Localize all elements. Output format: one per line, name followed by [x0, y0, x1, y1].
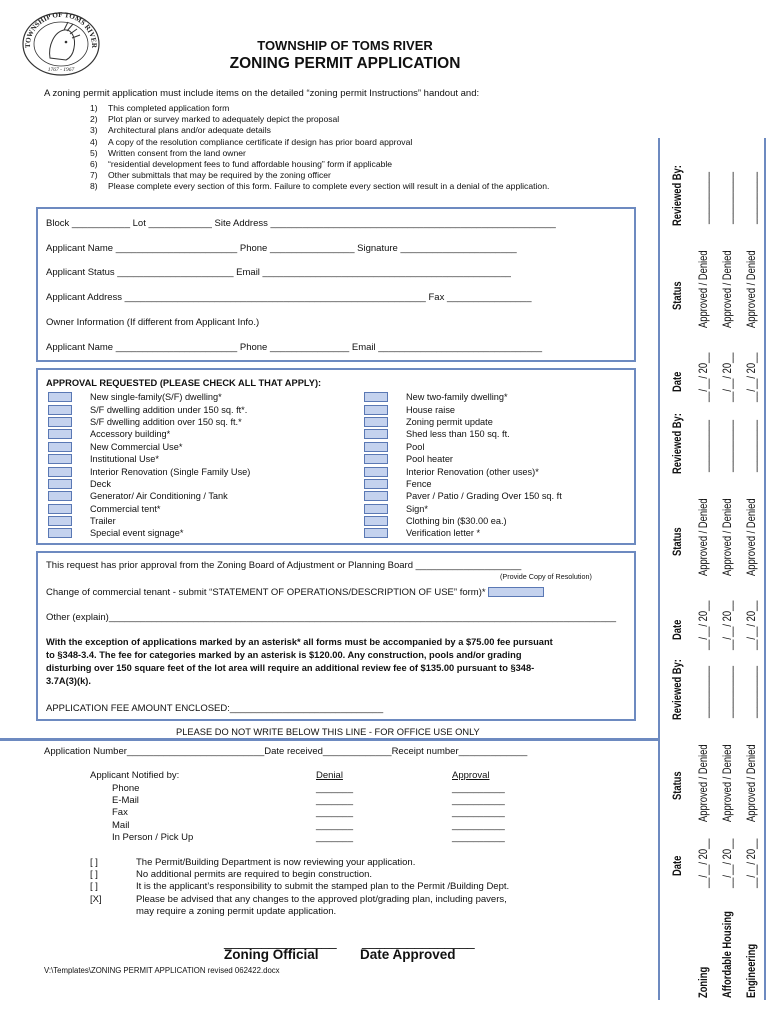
tenant-checkbox[interactable]: [488, 587, 544, 597]
status-header: Status: [670, 281, 684, 310]
approval-option[interactable]: Interior Renovation (other uses)*: [364, 465, 562, 477]
approval-header: Approval: [452, 770, 490, 781]
checkbox[interactable]: [48, 405, 72, 415]
office-use-notice: PLEASE DO NOT WRITE BELOW THIS LINE - FOR OFFICE USE ONLY: [176, 727, 480, 737]
status-check-item[interactable]: [ ] No additional permits are required to begin construction.: [90, 869, 373, 881]
status-field[interactable]: Approved / Denied: [720, 498, 734, 576]
approval-option[interactable]: New two-family dwelling*: [364, 391, 562, 403]
block-lot-address-field[interactable]: Block ___________ Lot ____________ Site Address ______________________________________________________: [46, 218, 556, 229]
fee-enclosed-field[interactable]: APPLICATION FEE AMOUNT ENCLOSED:_____________________________: [46, 703, 384, 714]
reviewed-by-field[interactable]: __________: [696, 665, 710, 718]
checkbox[interactable]: [48, 429, 72, 439]
checkbox[interactable]: [48, 479, 72, 489]
fee-text-line: to §348-3.4. The fee for categories marked by an asterisk is $120.00. Any construction, pools and/or grading: [46, 650, 522, 660]
date-field[interactable]: __/__/ 20__: [720, 600, 734, 650]
checkbox[interactable]: [48, 392, 72, 402]
prior-approval-field[interactable]: This request has prior approval from the Zoning Board of Adjustment or Planning Board ____________________: [46, 560, 522, 571]
approval-blank[interactable]: __________: [452, 831, 505, 843]
date-field[interactable]: __/__/ 20__: [720, 838, 734, 888]
township-title: TOWNSHIP OF TOMS RIVER: [257, 38, 433, 53]
reviewed-by-field[interactable]: __________: [744, 171, 758, 224]
denial-blank[interactable]: _______: [316, 783, 353, 794]
reviewed-by-field[interactable]: __________: [720, 665, 734, 718]
approval-blank[interactable]: __________: [452, 807, 505, 819]
checkbox[interactable]: [364, 467, 388, 477]
footer-file-path: V:\Templates\ZONING PERMIT APPLICATION revised 062422.docx: [44, 966, 280, 975]
checkbox[interactable]: [48, 417, 72, 427]
denial-blank[interactable]: _______: [316, 819, 353, 831]
approval-option[interactable]: Paver / Patio / Grading Over 150 sq. ft: [364, 490, 562, 502]
checkbox[interactable]: [364, 392, 388, 402]
zoning-official-signature-line[interactable]: _______________: [224, 934, 337, 949]
date-field[interactable]: __/__/ 20__: [744, 838, 758, 888]
date-approved-label: Date Approved: [360, 947, 456, 962]
date-approved-signature-line[interactable]: _______________: [362, 934, 475, 949]
approval-left-column: [48, 391, 250, 540]
reviewed-by-field[interactable]: __________: [720, 419, 734, 472]
approval-option[interactable]: S/F dwelling addition under 150 sq. ft*.: [48, 403, 250, 415]
dept-zoning: Zoning: [696, 966, 710, 998]
date-header: Date: [670, 371, 684, 392]
applicant-status-email-field[interactable]: Applicant Status ______________________ Email _______________________________________________: [46, 267, 511, 278]
copy-resolution-note: (Provide Copy of Resolution): [500, 572, 592, 581]
approval-option[interactable]: House raise: [364, 403, 562, 415]
approval-option[interactable]: New Commercial Use*: [48, 441, 250, 453]
denial-blank[interactable]: _______: [316, 795, 353, 807]
date-header: Date: [670, 619, 684, 640]
approval-blank[interactable]: __________: [452, 819, 505, 831]
method-fax: Fax: [112, 807, 128, 819]
requirement-item: 8) Please complete every section of this form. Failure to complete every section will result in a denial of the application.: [90, 181, 550, 192]
owner-name-phone-email-field[interactable]: Applicant Name _______________________ Phone _______________ Email _______________________________: [46, 342, 543, 353]
office-divider: [0, 738, 658, 741]
approval-option[interactable]: Institutional Use*: [48, 453, 250, 465]
approval-option[interactable]: Commercial tent*: [48, 503, 250, 515]
reviewed-by-field[interactable]: __________: [696, 419, 710, 472]
reviewed-by-field[interactable]: __________: [744, 665, 758, 718]
form-title: ZONING PERMIT APPLICATION: [229, 55, 461, 72]
dept-affordable-housing: Affordable Housing: [720, 911, 734, 998]
requirement-item: 6) “residential development fees to fund affordable housing” form if applicable: [90, 159, 393, 170]
date-header: Date: [670, 855, 684, 876]
date-field[interactable]: __/__/ 20__: [696, 838, 710, 888]
reviewed-by-field[interactable]: __________: [720, 171, 734, 224]
seal-text-top: TOWNSHIP OF TOMS RIVER: [23, 10, 99, 49]
zoning-official-label: Zoning Official: [224, 947, 319, 962]
requirement-item: 1) This completed application form: [90, 103, 230, 113]
checkbox[interactable]: [364, 454, 388, 464]
date-field[interactable]: __/__/ 20__: [720, 352, 734, 402]
checkbox[interactable]: [48, 467, 72, 477]
requirement-item: 3) Architectural plans and/or adequate details: [90, 125, 271, 136]
checkbox[interactable]: [364, 528, 388, 538]
seal-text-bottom: 1767 - 1967: [47, 67, 75, 73]
approval-option[interactable]: Clothing bin ($30.00 ea.): [364, 515, 562, 527]
denial-blank[interactable]: _______: [316, 831, 353, 843]
method-in-person: In Person / Pick Up: [112, 831, 194, 843]
checkbox[interactable]: [48, 442, 72, 452]
status-field[interactable]: Approved / Denied: [696, 498, 710, 576]
requirement-item: 7) Other submittals that may be required by the zoning officer: [90, 170, 331, 181]
requirement-item: 4) A copy of the resolution compliance certificate if design has prior board approval: [90, 136, 413, 147]
approval-option[interactable]: Pool heater: [364, 453, 562, 465]
reviewed-by-field[interactable]: __________: [696, 171, 710, 224]
checkbox[interactable]: [364, 429, 388, 439]
checkbox[interactable]: [364, 417, 388, 427]
approval-option[interactable]: Verification letter *: [364, 527, 562, 539]
requirements-list: [90, 103, 549, 193]
review-panel: [658, 138, 766, 1000]
status-field[interactable]: Approved / Denied: [744, 250, 758, 328]
status-check-item[interactable]: [X] Please be advised that any changes to the approved plot/grading plan, including pavers,: [90, 893, 507, 905]
date-field[interactable]: __/__/ 20__: [744, 352, 758, 402]
approval-option[interactable]: Shed less than 150 sq. ft.: [364, 428, 562, 440]
requirement-item: 5) Written consent from the land owner: [90, 147, 246, 158]
fee-text-line: disturbing over 150 square feet of the lot area will require an additional review fee of $135.00 pursuant to §348-: [46, 663, 535, 673]
checkbox[interactable]: [48, 528, 72, 538]
status-field[interactable]: Approved / Denied: [744, 744, 758, 822]
approval-heading: APPROVAL REQUESTED (PLEASE CHECK ALL THAT APPLY):: [46, 378, 322, 388]
checkbox[interactable]: [364, 504, 388, 514]
approval-option[interactable]: Interior Renovation (Single Family Use): [48, 465, 250, 477]
checkbox[interactable]: [48, 516, 72, 526]
date-field[interactable]: __/__/ 20__: [696, 352, 710, 402]
applicant-info-box: [36, 207, 636, 362]
intro-text: A zoning permit application must include items on the detailed “zoning permit Instructions” handout and:: [44, 88, 480, 99]
denial-column: [316, 783, 353, 844]
checkbox[interactable]: [364, 479, 388, 489]
requirement-item: 2) Plot plan or survey marked to adequately depict the proposal: [90, 114, 340, 125]
other-explain-field[interactable]: Other (explain)________________________________________________________________________________________________: [46, 612, 617, 623]
checkbox[interactable]: [48, 454, 72, 464]
denial-header: Denial: [316, 770, 343, 781]
status-check-item[interactable]: [ ] The Permit/Building Department is now reviewing your application.: [90, 857, 416, 868]
approval-option[interactable]: Fence: [364, 478, 562, 490]
approval-option[interactable]: Deck: [48, 478, 250, 490]
approval-option[interactable]: Trailer: [48, 515, 250, 527]
checkbox[interactable]: [364, 442, 388, 452]
approval-option[interactable]: S/F dwelling addition over 150 sq. ft.*: [48, 416, 250, 428]
fees-box: [36, 551, 636, 721]
date-field[interactable]: __/__/ 20__: [744, 600, 758, 650]
method-phone: Phone: [112, 783, 140, 794]
denial-blank[interactable]: _______: [316, 807, 353, 819]
reviewed-by-header: Reviewed By:: [670, 413, 684, 474]
checkbox[interactable]: [364, 516, 388, 526]
status-check-item[interactable]: [ ] It is the applicant’s responsibility to submit the stamped plan to the Permit /Building Dept.: [90, 881, 510, 893]
approval-option[interactable]: Special event signage*: [48, 527, 250, 539]
checkbox[interactable]: [364, 405, 388, 415]
approval-column: [452, 783, 505, 844]
commercial-tenant-label: Change of commercial tenant - submit “STATEMENT OF OPERATIONS/DESCRIPTION OF USE” form)*: [46, 587, 544, 598]
reviewed-by-header: Reviewed By:: [670, 165, 684, 226]
approval-option[interactable]: Generator/ Air Conditioning / Tank: [48, 490, 250, 502]
approval-option[interactable]: Accessory building*: [48, 428, 250, 440]
reviewed-by-header: Reviewed By:: [670, 659, 684, 720]
date-field[interactable]: __/__/ 20__: [696, 600, 710, 650]
approval-option[interactable]: Sign*: [364, 503, 562, 515]
status-header: Status: [670, 527, 684, 556]
status-header: Status: [670, 771, 684, 800]
status-check-continuation: may require a zoning permit update application.: [136, 905, 337, 917]
status-field[interactable]: Approved / Denied: [720, 744, 734, 822]
applicant-address-fax-field[interactable]: Applicant Address _________________________________________________________ Fax ________________: [46, 292, 532, 303]
fee-text-line: With the exception of applications marked by an asterisk* all forms must be accompanied by a $75.00 fee pursuant: [46, 637, 553, 647]
method-email: E-Mail: [112, 795, 139, 807]
checkbox[interactable]: [364, 491, 388, 501]
dept-engineering: Engineering: [744, 943, 758, 998]
application-number-field[interactable]: Application Number__________________________Date received_____________Receipt number_____________: [44, 746, 528, 757]
approval-blank[interactable]: __________: [452, 795, 505, 807]
status-field[interactable]: Approved / Denied: [744, 498, 758, 576]
approval-option[interactable]: Zoning permit update: [364, 416, 562, 428]
status-field[interactable]: Approved / Denied: [696, 250, 710, 328]
status-checklist: [90, 857, 509, 918]
approval-right-column: [364, 391, 562, 540]
applicant-name-phone-signature-field[interactable]: Applicant Name _______________________ Phone ________________ Signature ______________________: [46, 243, 517, 254]
notified-label: Applicant Notified by:: [90, 770, 180, 781]
checkbox[interactable]: [48, 491, 72, 501]
method-mail: Mail: [112, 819, 130, 831]
approval-option[interactable]: Pool: [364, 441, 562, 453]
fee-text-line: 3.7A(3)(k).: [46, 676, 91, 686]
owner-info-label: Owner Information (If different from Applicant Info.): [46, 317, 260, 328]
checkbox[interactable]: [48, 504, 72, 514]
reviewed-by-field[interactable]: __________: [744, 419, 758, 472]
approval-blank[interactable]: __________: [452, 783, 505, 794]
approval-option[interactable]: New single-family(S/F) dwelling*: [48, 391, 250, 403]
notification-methods: [112, 783, 193, 844]
approval-requested-box: [36, 368, 636, 545]
status-field[interactable]: Approved / Denied: [696, 744, 710, 822]
status-field[interactable]: Approved / Denied: [720, 250, 734, 328]
